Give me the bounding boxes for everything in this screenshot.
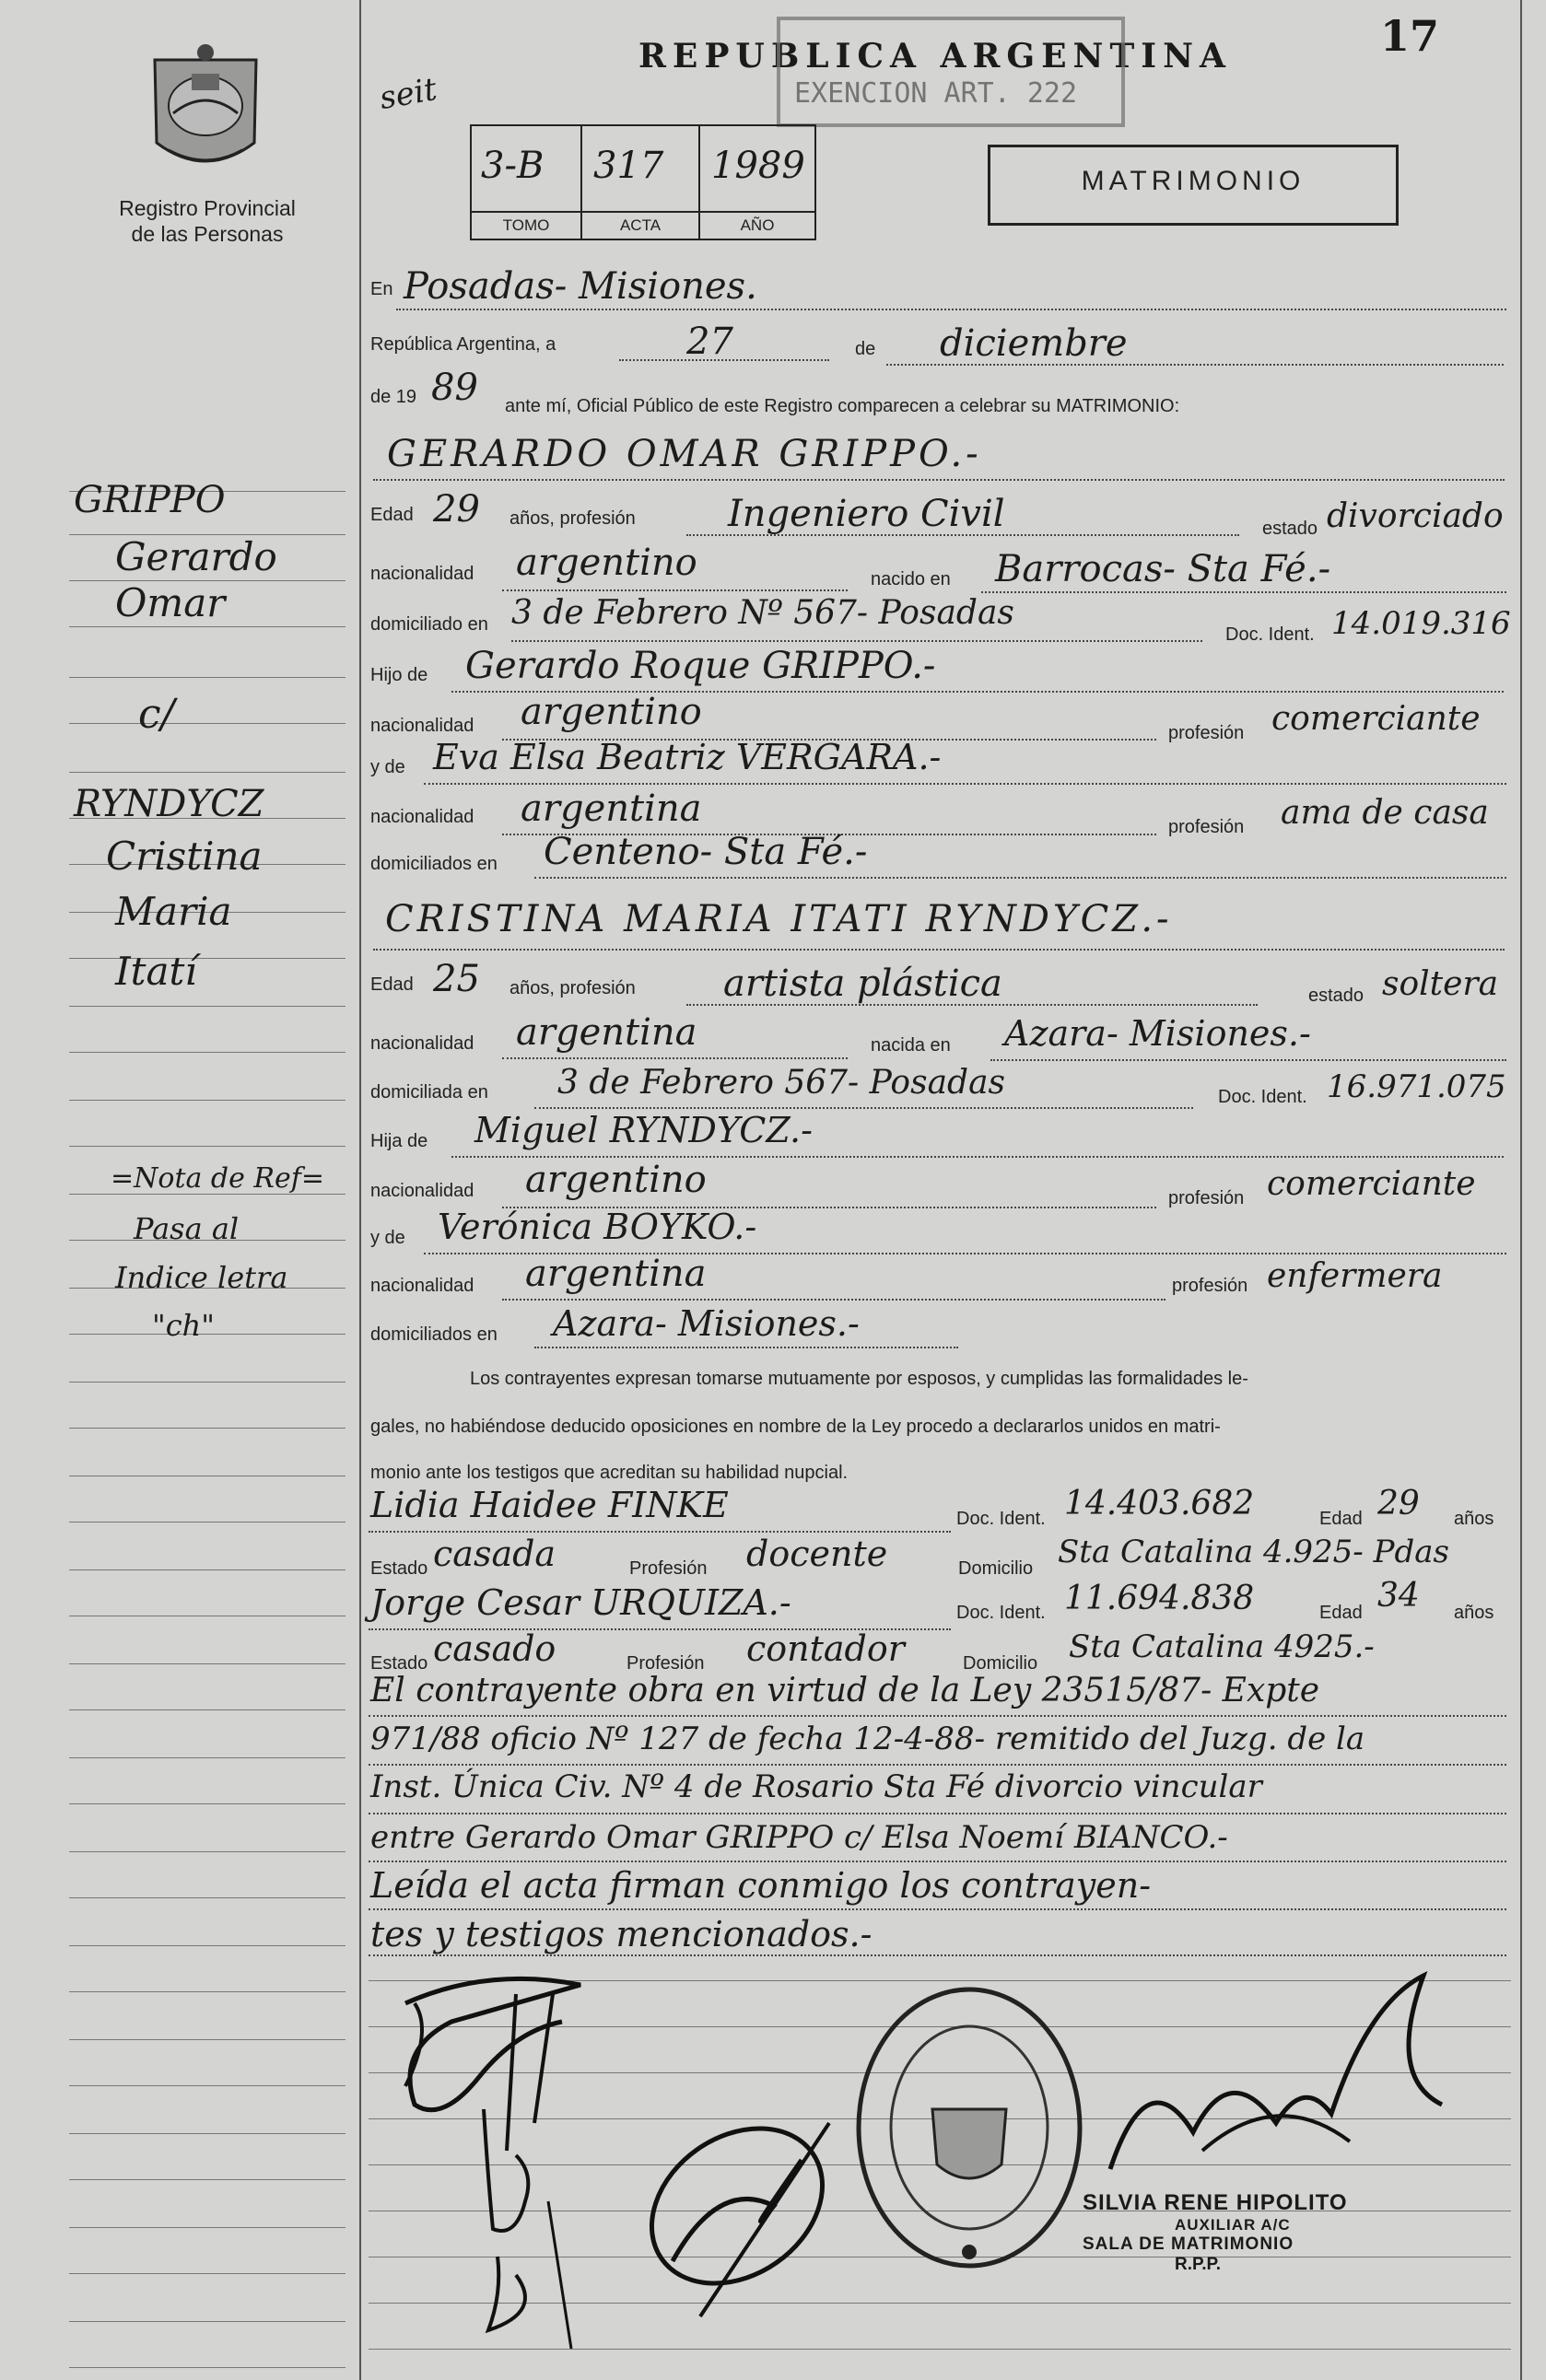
note-line-2: 971/88 oficio Nº 127 de fecha 12-4-88- remitido del Juzg. de la xyxy=(370,1721,1365,1757)
de-label: de xyxy=(855,339,876,359)
bride-nacionalidad: argentina xyxy=(516,1011,697,1054)
bride-dom-label: domiciliada en xyxy=(370,1082,488,1102)
registro-provincial-label xyxy=(92,195,322,247)
month-value: diciembre xyxy=(940,322,1128,365)
anio-label: AÑO xyxy=(700,211,814,235)
exemption-stamp-text: EXENCION ART. 222 xyxy=(794,77,1078,110)
groom-father-label: Hijo de xyxy=(370,665,428,685)
bride-nac-label: nacionalidad xyxy=(370,1033,474,1054)
groom-nacionalidad: argentino xyxy=(516,542,697,584)
bride-father-label: Hija de xyxy=(370,1131,428,1151)
intro-text: ante mí, Oficial Público de este Registro comparecen a celebrar su MATRIMONIO: xyxy=(505,396,1180,416)
official-rpp: R.P.P. xyxy=(1175,2255,1222,2274)
bride-edad: 25 xyxy=(433,958,480,1000)
margin-note-line3: Indice letra xyxy=(115,1260,288,1295)
bride-father-nac-label: nacionalidad xyxy=(370,1181,474,1201)
witness1-name: Lidia Haidee FINKE xyxy=(370,1485,729,1525)
groom-edad: 29 xyxy=(433,488,480,531)
registry-numbers-table xyxy=(470,124,816,240)
official-identification xyxy=(1083,2190,1348,2275)
bride-father-prof: comerciante xyxy=(1267,1165,1476,1203)
witness1-doc: 14.403.682 xyxy=(1064,1485,1255,1522)
margin-note-line4: "ch" xyxy=(152,1308,215,1343)
witness1-estado: casada xyxy=(433,1534,556,1574)
groom-doc-label: Doc. Ident. xyxy=(1225,624,1315,645)
witness2-edad-label: Edad xyxy=(1319,1603,1363,1623)
groom-father-prof-label: profesión xyxy=(1168,723,1245,743)
acta-value: 317 xyxy=(593,145,664,187)
bride-nac-line xyxy=(502,1057,848,1059)
note-line-5-rule xyxy=(369,1908,1506,1910)
day-value: 27 xyxy=(686,321,733,363)
witness1-prof-label: Profesión xyxy=(629,1558,708,1579)
margin-bride-surname: RYNDYCZ xyxy=(74,783,264,825)
bride-mother-nac-label: nacionalidad xyxy=(370,1276,474,1296)
statement-line-3: monio ante los testigos que acreditan su habilidad nupcial. xyxy=(370,1463,849,1483)
seal-annotation: seit xyxy=(376,70,440,118)
margin-bride-name3: Itatí xyxy=(115,949,197,994)
acta-label: ACTA xyxy=(582,211,698,235)
witness1-name-line xyxy=(369,1531,951,1533)
groom-nacido: Barrocas- Sta Fé.- xyxy=(995,548,1331,590)
bride-mother-nac: argentina xyxy=(525,1253,707,1295)
margin-groom-name2: Omar xyxy=(115,580,226,625)
note-line-6: tes y testigos mencionados.- xyxy=(370,1914,873,1954)
bride-mother-label: y de xyxy=(370,1228,405,1248)
bride-mother-nac-line xyxy=(502,1299,1165,1301)
bride-father-nac: argentino xyxy=(525,1159,707,1201)
margin-divider xyxy=(359,0,361,2380)
place-value: Posadas- Misiones. xyxy=(404,265,757,308)
country-title: REPUBLICA ARGENTINA xyxy=(638,37,1232,76)
groom-mother: Eva Elsa Beatriz VERGARA.- xyxy=(433,737,942,777)
groom-estado: divorciado xyxy=(1327,497,1504,535)
registro-line-1: Registro Provincial xyxy=(119,196,296,220)
groom-parents-dom-line xyxy=(534,877,1506,879)
note-line-4-rule xyxy=(369,1861,1506,1862)
groom-mother-label: y de xyxy=(370,757,405,777)
bride-father: Miguel RYNDYCZ.- xyxy=(474,1110,813,1150)
groom-nacido-label: nacido en xyxy=(871,569,951,589)
bride-nacida-line xyxy=(990,1059,1506,1061)
registro-line-2: de las Personas xyxy=(131,222,284,246)
note-line-5: Leída el acta firman conmigo los contrayen- xyxy=(370,1865,1152,1906)
groom-nac-line xyxy=(502,589,848,591)
note-line-4: entre Gerardo Omar GRIPPO c/ Elsa Noemí BIANCO.- xyxy=(370,1819,1228,1856)
right-border xyxy=(1520,0,1522,2380)
witness2-domicilio: Sta Catalina 4925.- xyxy=(1069,1628,1375,1665)
statement-line-2: gales, no habiéndose deducido oposiciones en nombre de la Ley procedo a declararlos unidos en matri- xyxy=(370,1417,1221,1437)
groom-name-line xyxy=(373,479,1505,481)
bride-parents-dom-line xyxy=(534,1347,958,1348)
bride-mother-prof: enfermera xyxy=(1267,1257,1443,1295)
bride-mother: Verónica BOYKO.- xyxy=(438,1207,757,1247)
note-line-1-rule xyxy=(369,1715,1506,1717)
page-number: 17 xyxy=(1380,11,1440,61)
bride-mother-prof-label: profesión xyxy=(1172,1276,1248,1296)
witness1-edad: 29 xyxy=(1377,1485,1420,1522)
bride-doc: 16.971.075 xyxy=(1327,1068,1506,1105)
official-title: AUXILIAR A/C xyxy=(1175,2216,1291,2234)
witness2-edad: 34 xyxy=(1377,1577,1420,1615)
groom-father-nac: argentino xyxy=(521,691,702,733)
place-line xyxy=(396,309,1506,310)
bride-estado: soltera xyxy=(1382,965,1499,1003)
note-line-3: Inst. Única Civ. Nº 4 de Rosario Sta Fé divorcio vincular xyxy=(370,1768,1262,1805)
bride-nacida-label: nacida en xyxy=(871,1035,951,1056)
groom-dom-line xyxy=(511,640,1202,642)
signature-official xyxy=(1092,1966,1479,2188)
bride-edad-label: Edad xyxy=(370,974,414,995)
bride-anos-label: años, profesión xyxy=(509,978,636,998)
groom-mother-prof: ama de casa xyxy=(1281,794,1489,832)
witness2-profesion: contador xyxy=(746,1628,905,1669)
margin-note-title: =Nota de Ref= xyxy=(111,1162,325,1195)
doc-type-label: MATRIMONIO xyxy=(1081,166,1306,196)
bride-full-name: CRISTINA MARIA ITATI RYNDYCZ.- xyxy=(385,898,1173,940)
year-value: 89 xyxy=(431,367,478,409)
groom-father-prof: comerciante xyxy=(1271,700,1481,738)
bride-name-line xyxy=(373,949,1505,951)
groom-mother-prof-label: profesión xyxy=(1168,817,1245,837)
bride-father-line xyxy=(451,1156,1504,1158)
bride-parents-dom: Azara- Misiones.- xyxy=(553,1303,860,1344)
margin-note-line2: Pasa al xyxy=(134,1211,240,1246)
margin-bride-name2: Maria xyxy=(115,889,232,934)
bride-dom-line xyxy=(534,1107,1193,1109)
anio-value: 1989 xyxy=(711,145,805,187)
witness1-dom-label: Domicilio xyxy=(958,1558,1034,1579)
bride-father-prof-label: profesión xyxy=(1168,1188,1245,1208)
groom-mother-nac-label: nacionalidad xyxy=(370,807,474,827)
note-line-1: El contrayente obra en virtud de la Ley 23515/87- Expte xyxy=(370,1672,1320,1709)
witness2-estado: casado xyxy=(433,1628,556,1669)
exemption-stamp xyxy=(777,17,1125,127)
groom-edad-label: Edad xyxy=(370,505,414,525)
margin-connector: c/ xyxy=(138,691,175,738)
statement-line-1: Los contrayentes expresan tomarse mutuamente por esposos, y cumplidas las formalidades le- xyxy=(470,1369,1248,1389)
margin-groom-surname: GRIPPO xyxy=(74,479,226,521)
bride-estado-label: estado xyxy=(1308,986,1364,1006)
doc-type-box xyxy=(988,145,1399,226)
witness1-edad-label: Edad xyxy=(1319,1509,1363,1529)
groom-mother-line xyxy=(424,783,1506,785)
tomo-label: TOMO xyxy=(472,211,580,235)
groom-anos-label: años, profesión xyxy=(509,508,636,529)
margin-groom-name1: Gerardo xyxy=(115,534,277,579)
groom-parents-dom: Centeno- Sta Fé.- xyxy=(544,831,868,873)
groom-father: Gerardo Roque GRIPPO.- xyxy=(465,645,936,687)
witness2-prof-label: Profesión xyxy=(627,1653,705,1674)
groom-dom-label: domiciliado en xyxy=(370,614,488,635)
signature-witness xyxy=(617,2105,857,2326)
groom-nacido-line xyxy=(981,591,1506,593)
margin-bride-name1: Cristina xyxy=(106,834,263,879)
groom-father-nac-label: nacionalidad xyxy=(370,716,474,736)
witness2-name: Jorge Cesar URQUIZA.- xyxy=(370,1582,791,1623)
witness2-estado-label: Estado xyxy=(370,1653,428,1674)
witness1-anos-label: años xyxy=(1454,1509,1494,1529)
witness2-anos-label: años xyxy=(1454,1603,1494,1623)
groom-domicilio: 3 de Febrero Nº 567- Posadas xyxy=(511,594,1014,632)
witness1-doc-label: Doc. Ident. xyxy=(956,1509,1046,1529)
groom-profesion: Ingeniero Civil xyxy=(728,493,1005,535)
tomo-value: 3-B xyxy=(481,145,545,187)
bride-doc-label: Doc. Ident. xyxy=(1218,1087,1307,1107)
witness1-profesion: docente xyxy=(746,1534,888,1574)
official-name: SILVIA RENE HIPOLITO xyxy=(1083,2190,1348,2215)
groom-estado-label: estado xyxy=(1262,519,1318,539)
note-line-2-rule xyxy=(369,1764,1506,1766)
witness2-doc: 11.694.838 xyxy=(1064,1580,1255,1617)
year-label: de 19 xyxy=(370,387,417,407)
official-office: SALA DE MATRIMONIO xyxy=(1083,2234,1294,2254)
witness2-doc-label: Doc. Ident. xyxy=(956,1603,1046,1623)
en-label: En xyxy=(370,279,393,299)
misiones-coat-of-arms xyxy=(146,41,265,180)
witness2-dom-label: Domicilio xyxy=(963,1653,1038,1674)
registry-round-seal xyxy=(849,1980,1089,2275)
bride-nacida: Azara- Misiones.- xyxy=(1004,1013,1311,1054)
groom-doc: 14.019.316 xyxy=(1331,605,1511,642)
bride-domicilio: 3 de Febrero 567- Posadas xyxy=(557,1064,1006,1102)
bride-profesion: artista plástica xyxy=(723,962,1002,1005)
republica-label: República Argentina, a xyxy=(370,334,556,355)
note-line-3-rule xyxy=(369,1813,1506,1814)
groom-full-name: GERARDO OMAR GRIPPO.- xyxy=(387,433,982,475)
groom-nac-label: nacionalidad xyxy=(370,564,474,584)
witness1-domicilio: Sta Catalina 4.925- Pdas xyxy=(1058,1534,1449,1570)
note-line-6-rule xyxy=(369,1954,1506,1956)
witness1-estado-label: Estado xyxy=(370,1558,428,1579)
groom-mother-nac: argentina xyxy=(521,788,702,830)
groom-parents-dom-label: domiciliados en xyxy=(370,854,498,874)
bride-parents-dom-label: domiciliados en xyxy=(370,1324,498,1345)
